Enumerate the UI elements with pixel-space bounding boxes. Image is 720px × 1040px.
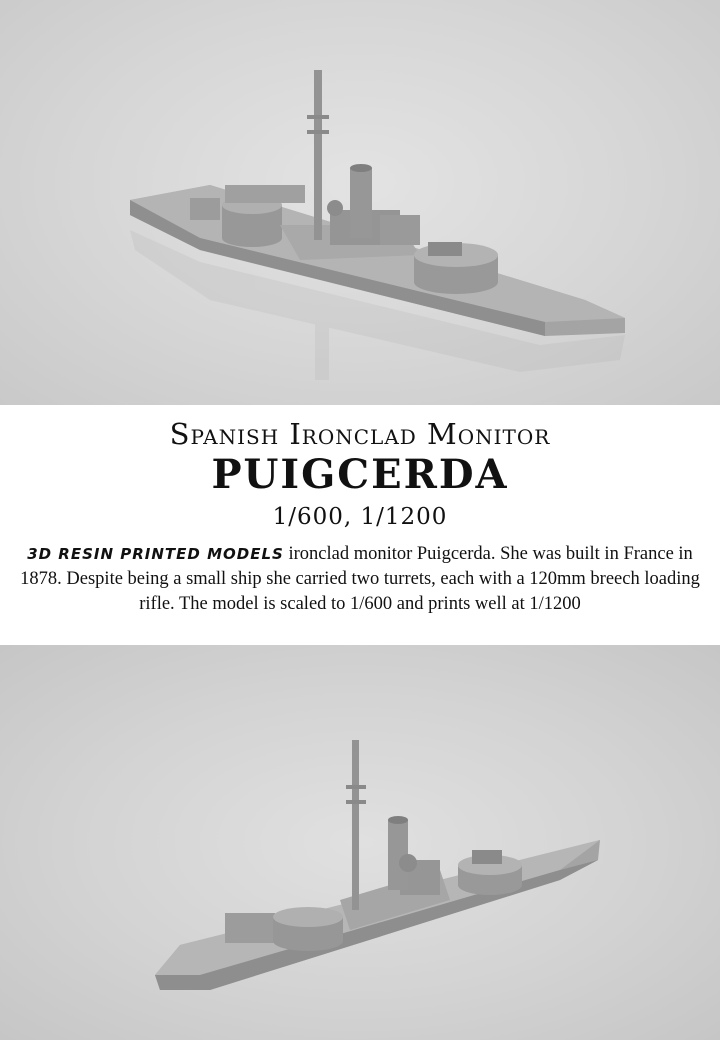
ship-model-bow-view <box>0 645 720 1040</box>
product-caption <box>0 405 720 645</box>
ship-funnel-mast <box>307 70 372 240</box>
product-title: PUIGCERDA <box>211 451 509 498</box>
product-subtitle: Spanish Ironclad Monitor <box>169 417 551 451</box>
model-render-bottom <box>0 645 720 1040</box>
model-render-top <box>0 0 720 405</box>
product-description <box>14 542 706 617</box>
description-text: ironclad monitor Puigcerda. She was built in France in 1878. Despite being a small ship she carried two turrets, each with a 120mm breech loading rifle. The model is scaled to 1/600 and prints well at 1/1200 <box>20 544 700 614</box>
product-scales: 1/600, 1/1200 <box>272 504 448 530</box>
ship-funnel-mast <box>346 740 417 910</box>
ship-model-top-view <box>0 0 720 405</box>
brand-name: 3D RESIN PRINTED MODELS <box>27 545 284 563</box>
